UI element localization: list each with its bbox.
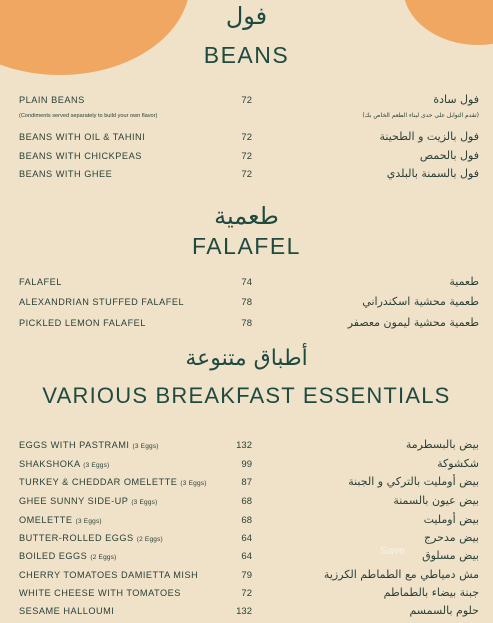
menu-item [0,515,493,531]
item-name: WHITE CHEESE WITH TOMATOES [19,588,181,598]
item-name-arabic: بيض أومليت [423,513,479,526]
item-name: CHERRY TOMATOES DAMIETTA MISH [19,570,199,580]
item-name-arabic: حلوم بالسمسم [409,604,479,617]
item-name-arabic: طعمية [449,275,479,288]
item-price: 64 [241,551,252,562]
menu-item [0,496,493,512]
item-price: 78 [241,297,252,308]
breakfast-title: VARIOUS BREAKFAST ESSENTIALS [42,383,451,408]
item-name: SHAKSHOKA (3 Eggs) [19,459,110,469]
item-name: TURKEY & CHEDDAR OMELETTE (3 Eggs) [19,477,207,487]
item-price: 132 [236,606,252,617]
item-note: (3 Eggs) [83,462,110,469]
item-price: 64 [241,533,252,544]
item-name-arabic: بيض مدحرج [424,531,479,544]
item-price: 68 [241,496,252,507]
menu-item [0,533,493,549]
item-note: (2 Eggs) [90,554,117,561]
item-price: 99 [241,459,252,470]
item-name: PLAIN BEANS [19,95,85,105]
menu-item [0,570,493,586]
beans-note: (Condiments served separately to build your own flavor) [19,113,158,119]
item-name-arabic: فول بالسمنة بالبلدي [386,167,479,180]
item-name-arabic: طعمية محشية اسكندراني [362,295,479,308]
item-name: PICKLED LEMON FALAFEL [19,318,146,328]
item-name: BEANS WITH OIL & TAHINI [19,132,146,142]
item-price: 132 [236,440,252,451]
item-name-arabic: طعمية محشية ليمون معصفر [347,316,479,329]
falafel-title-arabic: طعمية [214,202,279,230]
item-name-arabic: جبنة بيضاء بالطماطم [383,586,479,599]
item-name-arabic: فول بالزيت و الطحينة [379,130,479,143]
item-name-arabic: فول سادة [433,93,479,106]
item-name-arabic: بيض عيون بالسمنة [393,494,479,507]
item-name: BOILED EGGS (2 Eggs) [19,551,117,561]
menu-item [0,169,493,185]
item-price: 78 [241,318,252,329]
beans-note-arabic: (تقدم التوابل على حدى لبناء الطعم الخاص بك) [362,112,479,119]
save-watermark: Save [380,545,406,557]
menu-item [0,440,493,456]
item-name-arabic: بيض أومليت بالتركي و الجبنة [348,475,479,488]
item-name: BEANS WITH GHEE [19,169,113,179]
item-name: ALEXANDRIAN STUFFED FALAFEL [19,297,185,307]
item-note: (3 Eggs) [131,499,158,506]
item-price: 72 [241,588,252,599]
item-name: EGGS WITH PASTRAMI (3 Eggs) [19,440,159,450]
menu-item [0,318,493,334]
menu-item [0,551,493,567]
item-name: GHEE SUNNY SIDE-UP (3 Eggs) [19,496,158,506]
menu-item [0,477,493,493]
item-name: FALAFEL [19,277,62,287]
falafel-title: FALAFEL [192,233,301,259]
item-name-arabic: مش دمياطي مع الطماطم الكرزية [323,568,479,581]
item-name: OMELETTE (3 Eggs) [19,515,102,525]
item-price: 68 [241,515,252,526]
item-name-arabic: بيض مسلوق [422,549,479,562]
item-note: (3 Eggs) [180,480,207,487]
menu-item [0,606,493,622]
item-price: 72 [241,151,252,162]
beans-title-arabic: فول [225,2,268,30]
menu-item [0,151,493,167]
item-price: 72 [241,95,252,106]
breakfast-title-arabic: أطباق متنوعة [185,346,308,371]
item-price: 72 [241,169,252,180]
item-name-arabic: شكشوكة [437,457,479,470]
menu-item [0,588,493,604]
item-price: 72 [241,132,252,143]
menu-item [0,95,493,111]
item-name: BUTTER-ROLLED EGGS (2 Eggs) [19,533,163,543]
item-name-arabic: فول بالحمص [419,149,479,162]
item-price: 87 [241,477,252,488]
item-price: 79 [241,570,252,581]
item-note: (3 Eggs) [132,443,159,450]
menu-item [0,459,493,475]
menu-item [0,297,493,313]
item-price: 74 [241,277,252,288]
menu-item [0,277,493,293]
item-note: (2 Eggs) [136,536,163,543]
item-name: BEANS WITH CHICKPEAS [19,151,142,161]
menu-item [0,132,493,148]
beans-title: BEANS [203,42,290,68]
item-name: SESAME HALLOUMI [19,606,115,616]
item-name-arabic: بيض بالبسطرمة [405,438,479,451]
item-note: (3 Eggs) [75,518,102,525]
